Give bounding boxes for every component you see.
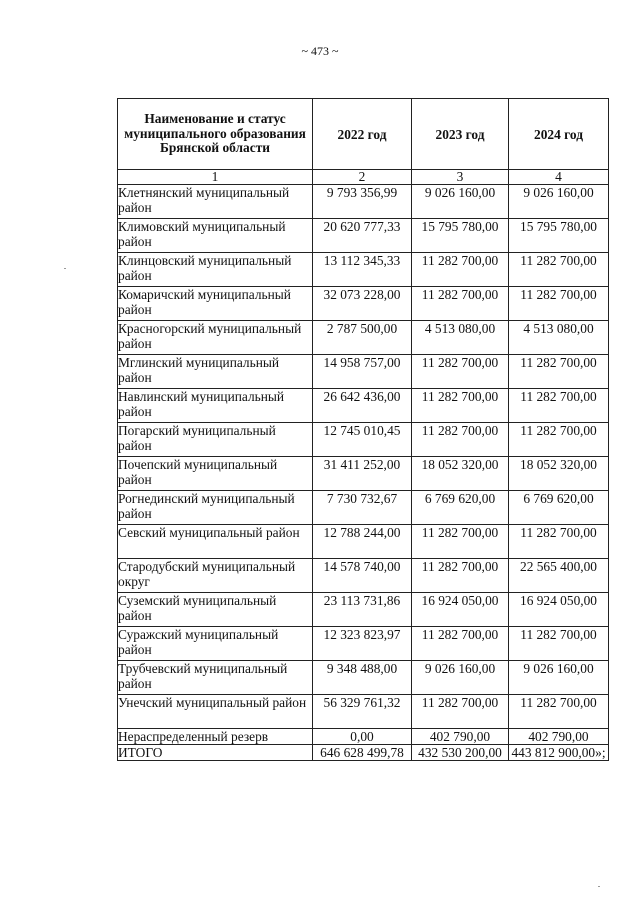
municipality-name: Стародубский муниципальный округ [118, 559, 313, 593]
total-2022: 646 628 499,78 [313, 745, 412, 761]
total-2023: 432 530 200,00 [412, 745, 509, 761]
amount-2022: 23 113 731,86 [313, 593, 412, 627]
table-row [118, 355, 609, 389]
municipality-name: Почепский муниципальный район [118, 457, 313, 491]
column-number: 3 [412, 170, 509, 185]
amount-2024: 22 565 400,00 [509, 559, 609, 593]
municipality-name: Красногорский муниципальный район [118, 321, 313, 355]
table-row [118, 321, 609, 355]
amount-2024: 9 026 160,00 [509, 185, 609, 219]
table-row [118, 253, 609, 287]
municipality-name: Комаричский муниципальный район [118, 287, 313, 321]
budget-table [117, 98, 609, 761]
table-row [118, 661, 609, 695]
table-row [118, 287, 609, 321]
amount-2022: 56 329 761,32 [313, 695, 412, 729]
municipality-name: Погарский муниципальный район [118, 423, 313, 457]
header-2024: 2024 год [509, 99, 609, 170]
municipality-name: Рогнединский муниципальный район [118, 491, 313, 525]
municipality-name: Навлинский муниципальный район [118, 389, 313, 423]
table-row [118, 627, 609, 661]
municipality-name: Унечский муниципальный район [118, 695, 313, 729]
amount-2024: 402 790,00 [509, 729, 609, 745]
table-row [118, 423, 609, 457]
municipality-name: Клетнянский муниципальный район [118, 185, 313, 219]
amount-2023: 11 282 700,00 [412, 355, 509, 389]
amount-2022: 32 073 228,00 [313, 287, 412, 321]
table-row [118, 457, 609, 491]
amount-2022: 20 620 777,33 [313, 219, 412, 253]
table-row [118, 219, 609, 253]
table-row [118, 389, 609, 423]
amount-2023: 11 282 700,00 [412, 423, 509, 457]
reserve-label: Нераспределенный резерв [118, 729, 313, 745]
amount-2024: 11 282 700,00 [509, 423, 609, 457]
amount-2024: 9 026 160,00 [509, 661, 609, 695]
table-header-row [118, 99, 609, 170]
municipality-name: Клинцовский муниципальный район [118, 253, 313, 287]
amount-2023: 16 924 050,00 [412, 593, 509, 627]
municipality-name: Суражский муниципальный район [118, 627, 313, 661]
amount-2024: 6 769 620,00 [509, 491, 609, 525]
municipality-name: Суземский муниципальный район [118, 593, 313, 627]
amount-2022: 26 642 436,00 [313, 389, 412, 423]
table-row [118, 491, 609, 525]
reserve-row [118, 729, 609, 745]
amount-2024: 18 052 320,00 [509, 457, 609, 491]
amount-2022: 9 348 488,00 [313, 661, 412, 695]
table-row [118, 525, 609, 559]
amount-2022: 13 112 345,33 [313, 253, 412, 287]
total-row [118, 745, 609, 761]
amount-2024: 11 282 700,00 [509, 627, 609, 661]
amount-2023: 11 282 700,00 [412, 627, 509, 661]
amount-2024: 11 282 700,00 [509, 525, 609, 559]
table-row [118, 559, 609, 593]
total-2024: 443 812 900,00»; [509, 745, 609, 761]
amount-2022: 9 793 356,99 [313, 185, 412, 219]
table-row [118, 593, 609, 627]
amount-2022: 31 411 252,00 [313, 457, 412, 491]
municipality-name: Трубчевский муниципальный район [118, 661, 313, 695]
column-number: 2 [313, 170, 412, 185]
amount-2023: 11 282 700,00 [412, 559, 509, 593]
header-2022: 2022 год [313, 99, 412, 170]
amount-2024: 11 282 700,00 [509, 389, 609, 423]
amount-2023: 11 282 700,00 [412, 389, 509, 423]
amount-2024: 11 282 700,00 [509, 355, 609, 389]
amount-2022: 12 323 823,97 [313, 627, 412, 661]
amount-2022: 12 788 244,00 [313, 525, 412, 559]
amount-2024: 4 513 080,00 [509, 321, 609, 355]
amount-2024: 16 924 050,00 [509, 593, 609, 627]
table-row [118, 185, 609, 219]
amount-2022: 12 745 010,45 [313, 423, 412, 457]
amount-2023: 11 282 700,00 [412, 253, 509, 287]
amount-2024: 15 795 780,00 [509, 219, 609, 253]
amount-2024: 11 282 700,00 [509, 287, 609, 321]
amount-2023: 9 026 160,00 [412, 185, 509, 219]
amount-2023: 11 282 700,00 [412, 525, 509, 559]
amount-2022: 0,00 [313, 729, 412, 745]
column-number-row [118, 170, 609, 185]
amount-2023: 402 790,00 [412, 729, 509, 745]
municipality-name: Климовский муниципальный район [118, 219, 313, 253]
municipality-name: Мглинский муниципальный район [118, 355, 313, 389]
header-name: Наименование и статус муниципального образования Брянской области [118, 99, 313, 170]
table-row [118, 695, 609, 729]
column-number: 1 [118, 170, 313, 185]
amount-2024: 11 282 700,00 [509, 695, 609, 729]
header-2023: 2023 год [412, 99, 509, 170]
amount-2023: 15 795 780,00 [412, 219, 509, 253]
amount-2022: 2 787 500,00 [313, 321, 412, 355]
total-label: ИТОГО [118, 745, 313, 761]
amount-2023: 6 769 620,00 [412, 491, 509, 525]
amount-2023: 4 513 080,00 [412, 321, 509, 355]
amount-2023: 18 052 320,00 [412, 457, 509, 491]
municipality-name: Севский муниципальный район [118, 525, 313, 559]
scan-speck [598, 886, 600, 887]
column-number: 4 [509, 170, 609, 185]
amount-2023: 11 282 700,00 [412, 695, 509, 729]
amount-2023: 9 026 160,00 [412, 661, 509, 695]
amount-2022: 7 730 732,67 [313, 491, 412, 525]
amount-2024: 11 282 700,00 [509, 253, 609, 287]
page-number: ~ 473 ~ [301, 44, 339, 58]
amount-2022: 14 578 740,00 [313, 559, 412, 593]
amount-2022: 14 958 757,00 [313, 355, 412, 389]
amount-2023: 11 282 700,00 [412, 287, 509, 321]
scan-speck [64, 268, 66, 269]
